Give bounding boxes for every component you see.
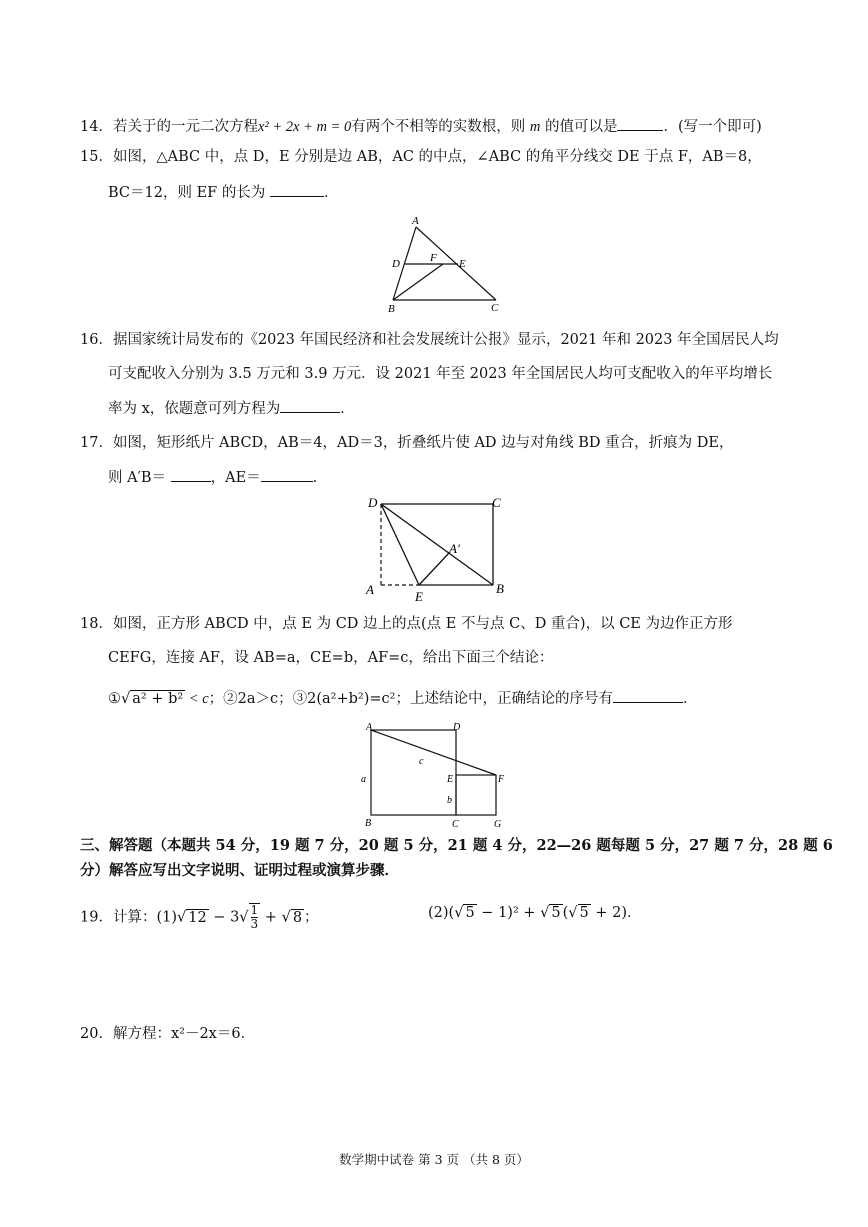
question-16-line3: 率为 x，依题意可列方程为 ． [108, 398, 355, 419]
label-A: A [412, 215, 419, 227]
answer-blank[interactable] [613, 688, 683, 703]
question-number: 20． [80, 1026, 113, 1042]
label-A: A [366, 582, 374, 597]
question-18-conclusions: ①√ a² + b² < c；②2a＞c；③2(a²+b²)=c²；上述结论中，正确结论的序号有 ． [108, 688, 697, 709]
answer-blank[interactable] [270, 182, 324, 197]
question-15-line2: BC＝12，则 EF 的长为 ． [108, 182, 338, 203]
question-15: 15．如图，△ABC 中，点 D，E 分别是边 AB，AC 的中点，∠ABC 的角平分线交 DE 于点 F，AB＝8， [80, 149, 762, 165]
answer-blank[interactable] [261, 467, 313, 482]
label-a: a [361, 774, 366, 785]
answer-blank[interactable] [280, 398, 340, 413]
label-B: B [496, 581, 504, 596]
question-number: 18． [80, 616, 113, 632]
question-14: 14．若关于的一元二次方程x² + 2x + m = 0有两个不相等的实数根，则 m 的值可以是 ．(写一个即可) [80, 116, 762, 137]
answer-blank[interactable] [617, 116, 663, 131]
question-18: 18．如图，正方形 ABCD 中，点 E 为 CD 边上的点(点 E 不与点 C、D 重合)，以 CE 为边作正方形 [80, 616, 733, 632]
question-16: 16．据国家统计局发布的《2023 年国民经济和社会发展统计公报》显示，2021 年和 2023 年全国居民人均 [80, 332, 779, 348]
question-18-line2: CEFG，连接 AF，设 AB=a，CE=b，AF=c，给出下面三个结论： [108, 650, 554, 666]
label-F: F [498, 774, 505, 785]
question-17-line2: 则 A′B＝ ，AE＝ ． [108, 467, 327, 488]
question-17: 17．如图，矩形纸片 ABCD，AB＝4，AD＝3，折叠纸片使 AD 边与对角线 BD 重合，折痕为 DE， [80, 435, 734, 451]
question-16-line2: 可支配收入分别为 3.5 万元和 3.9 万元．设 2021 年至 2023 年全国居民人均可支配收入的年平均增长 [108, 366, 773, 382]
label-C: C [492, 495, 501, 510]
label-C: C [491, 302, 499, 314]
question-number: 17． [80, 435, 113, 451]
triangle-figure [380, 212, 510, 314]
label-G: G [494, 819, 502, 830]
label-B: B [365, 818, 372, 829]
question-number: 19． [80, 909, 113, 926]
label-D: D [392, 258, 400, 270]
rectangle-fold-figure [362, 492, 522, 604]
section-3-heading-line2: 分）解答应写出文字说明、证明过程或演算步骤． [80, 862, 399, 879]
section-3-heading: 三、解答题（本题共 54 分，19 题 7 分，20 题 5 分，21 题 4 分，22—26 题每题 5 分，27 题 7 分，28 题 6 [80, 837, 833, 854]
label-B: B [388, 303, 395, 314]
label-A-prime: A′ [449, 541, 460, 556]
squares-figure [356, 720, 516, 832]
question-number: 15． [80, 149, 113, 165]
label-A: A [366, 722, 373, 733]
question-number: 14． [80, 119, 113, 135]
question-19: 19．计算：(1)√ 12 − 3√ $\frac{1}{3}$ + √ 8 ； [80, 903, 319, 931]
label-E: E [447, 774, 454, 785]
question-20: 20．解方程：x²－2x＝6． [80, 1026, 256, 1042]
label-E: E [459, 258, 466, 270]
label-C: C [452, 819, 459, 830]
answer-blank[interactable] [171, 467, 211, 482]
fraction: $\frac{1}{3}$ [250, 903, 259, 931]
label-D: D [453, 722, 461, 733]
label-F: F [430, 252, 437, 264]
label-E: E [415, 589, 423, 604]
page-footer: 数学期中试卷 第 3 页 （共 8 页） [339, 1152, 529, 1167]
label-b: b [447, 795, 452, 806]
question-number: 16． [80, 332, 113, 348]
label-c: c [419, 756, 424, 767]
label-D: D [368, 495, 378, 510]
question-19-part2: (2)(√ 5 − 1)² + √ 5 (√ 5 + 2)． [428, 905, 642, 921]
